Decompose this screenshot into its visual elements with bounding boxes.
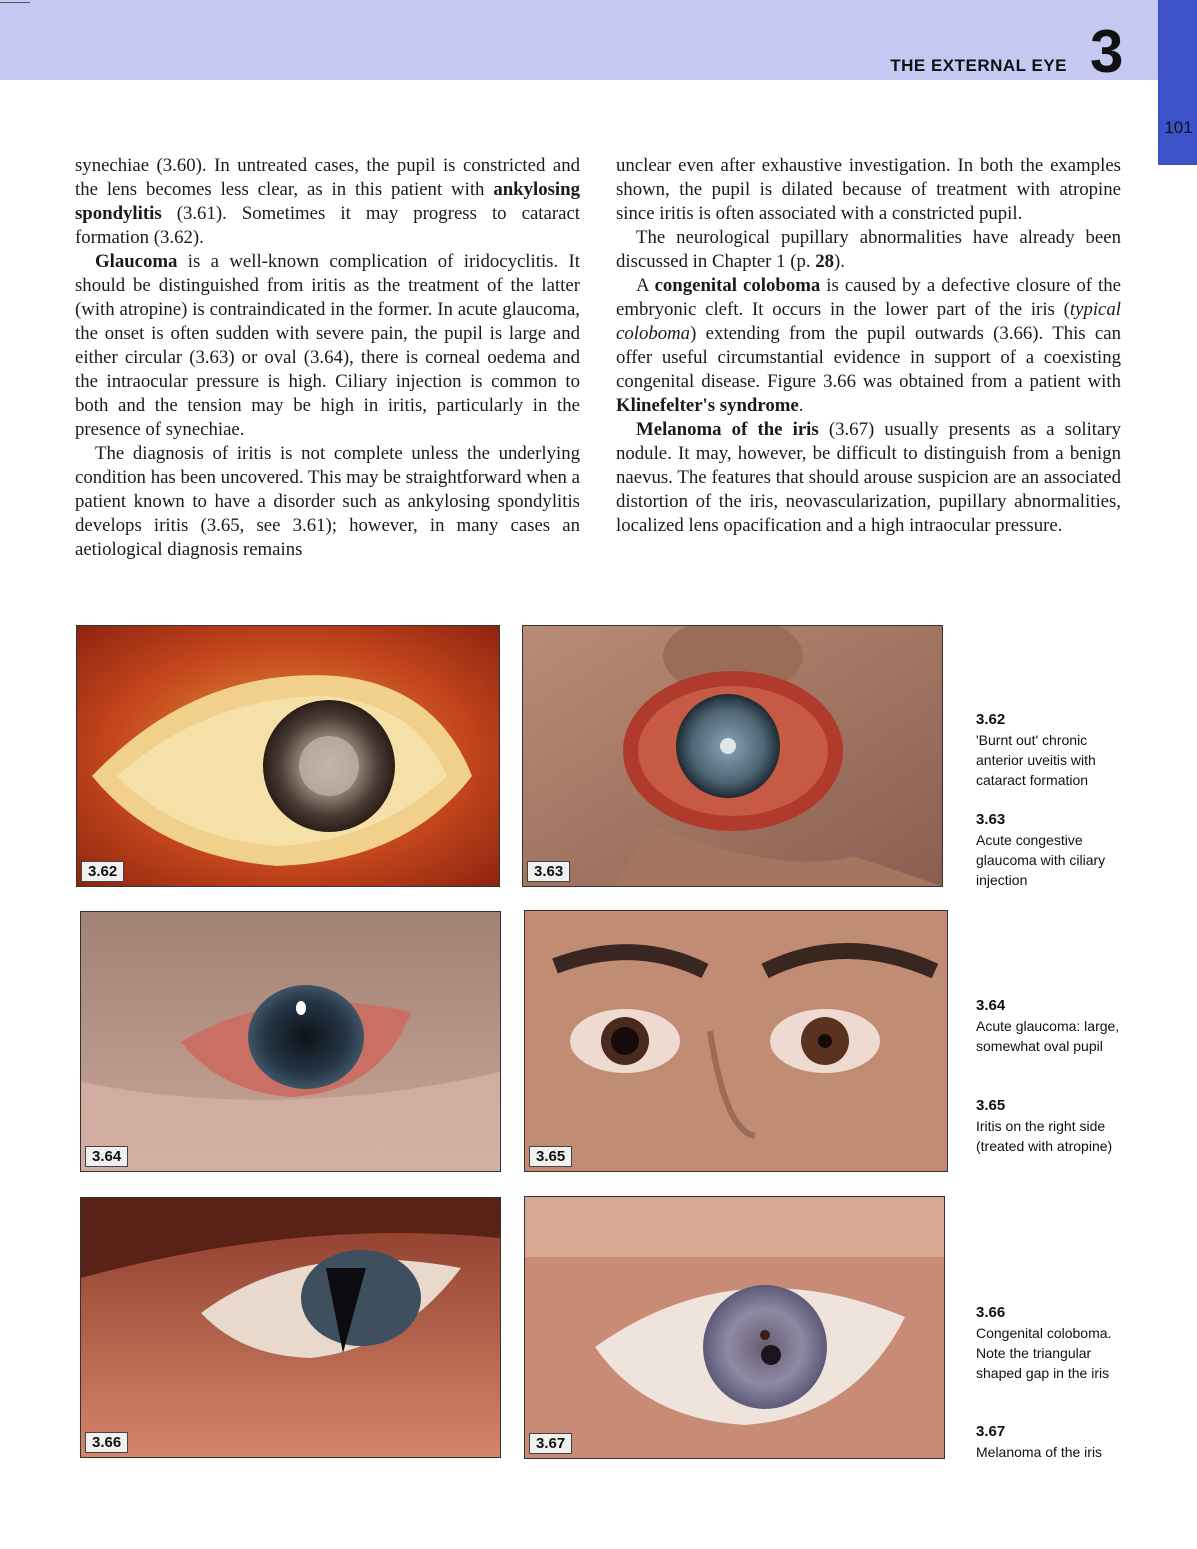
caption-text: Melanoma of the iris <box>976 1444 1103 1460</box>
caption-text: Iritis on the right side (treated with atropine) <box>976 1118 1113 1154</box>
figure-3-65-photo <box>524 910 948 1172</box>
figure-label: 3.63 <box>527 861 570 882</box>
caption-number: 3.67 <box>976 1423 1006 1440</box>
caption-text: Congenital coloboma. Note the triangular shaped gap in the iris <box>976 1325 1112 1381</box>
paragraph: synechiae (3.60). In untreated cases, the pupil is constricted and the lens becomes less clear, as in this patient with ankylosing spondylitis (3.61). Sometimes it may progress to cataract formation (3.62). <box>75 155 580 248</box>
paragraph: The diagnosis of iritis is not complete unless the underlying condition has been uncovered. This may be straightforward when a patient known to have a disorder such as ankylosing spondylitis develops iritis (3.65, see 3.61); however, in many cases an aetiological diagnosis remains <box>75 443 580 560</box>
figure-caption <box>976 1422 1126 1462</box>
figure-label: 3.67 <box>529 1433 572 1454</box>
figure-label: 3.64 <box>85 1146 128 1167</box>
caption-text: Acute glaucoma: large, somewhat oval pupil <box>976 1018 1120 1054</box>
figure-label: 3.66 <box>85 1432 128 1453</box>
chapter-side-tab <box>1158 0 1197 165</box>
figure-3-63-photo <box>522 625 943 887</box>
caption-text: 'Burnt out' chronic anterior uveitis with cataract formation <box>976 732 1096 788</box>
paragraph: unclear even after exhaustive investigation. In both the examples shown, the pupil is dilated because of treatment with atropine since iritis is often associated with a constricted pupil. <box>616 155 1121 224</box>
caption-number: 3.65 <box>976 1097 1006 1114</box>
figure-label: 3.65 <box>529 1146 572 1167</box>
figure-3-62-photo <box>76 625 500 887</box>
figure-3-64-photo <box>80 911 501 1172</box>
caption-number: 3.64 <box>976 997 1006 1014</box>
caption-number: 3.66 <box>976 1304 1006 1321</box>
chapter-number: 3 <box>1090 18 1124 85</box>
page-number: 101 <box>1164 118 1193 137</box>
figure-caption <box>976 1303 1126 1383</box>
paragraph: Glaucoma is a well-known complication of iridocyclitis. It should be distinguished from iritis as the treatment of the latter (with atropine) is contraindicated in the former. In acute glaucoma, the onset is often sudden with severe pain, the pupil is large and either circular (3.63) or oval (3.64), there is corneal oedema and the intraocular pressure is high. Ciliary injection is common to both and the tension may be high in iritis, particularly in the presence of synechiae. <box>75 251 580 440</box>
caption-number: 3.62 <box>976 711 1006 728</box>
body-text-right-column <box>616 154 1121 538</box>
figure-3-66-photo <box>80 1197 501 1458</box>
figure-caption <box>976 1096 1126 1156</box>
figure-caption <box>976 710 1126 790</box>
caption-number: 3.63 <box>976 811 1006 828</box>
header-rule <box>0 2 30 3</box>
figure-caption <box>976 996 1126 1056</box>
caption-text: Acute congestive glaucoma with ciliary injection <box>976 832 1106 888</box>
chapter-title: THE EXTERNAL EYE <box>890 56 1067 75</box>
body-text-left-column <box>75 154 580 562</box>
figure-3-67-photo <box>524 1196 945 1459</box>
figure-label: 3.62 <box>81 861 124 882</box>
paragraph: Melanoma of the iris (3.67) usually presents as a solitary nodule. It may, however, be difficult to distinguish from a benign naevus. The features that should arouse suspicion are an associated distortion of the iris, neovascularization, pupillary abnormalities, localized lens opacification and a high intraocular pressure. <box>616 419 1121 536</box>
figure-caption <box>976 810 1126 890</box>
paragraph: A congenital coloboma is caused by a defective closure of the embryonic cleft. It occurs in the lower part of the iris (typical coloboma) extending from the pupil outwards (3.66). This can offer useful circumstantial evidence in support of a coexisting congenital disease. Figure 3.66 was obtained from a patient with Klinefelter's syndrome. <box>616 275 1121 416</box>
paragraph: The neurological pupillary abnormalities have already been discussed in Chapter 1 (p. 28). <box>616 227 1121 272</box>
